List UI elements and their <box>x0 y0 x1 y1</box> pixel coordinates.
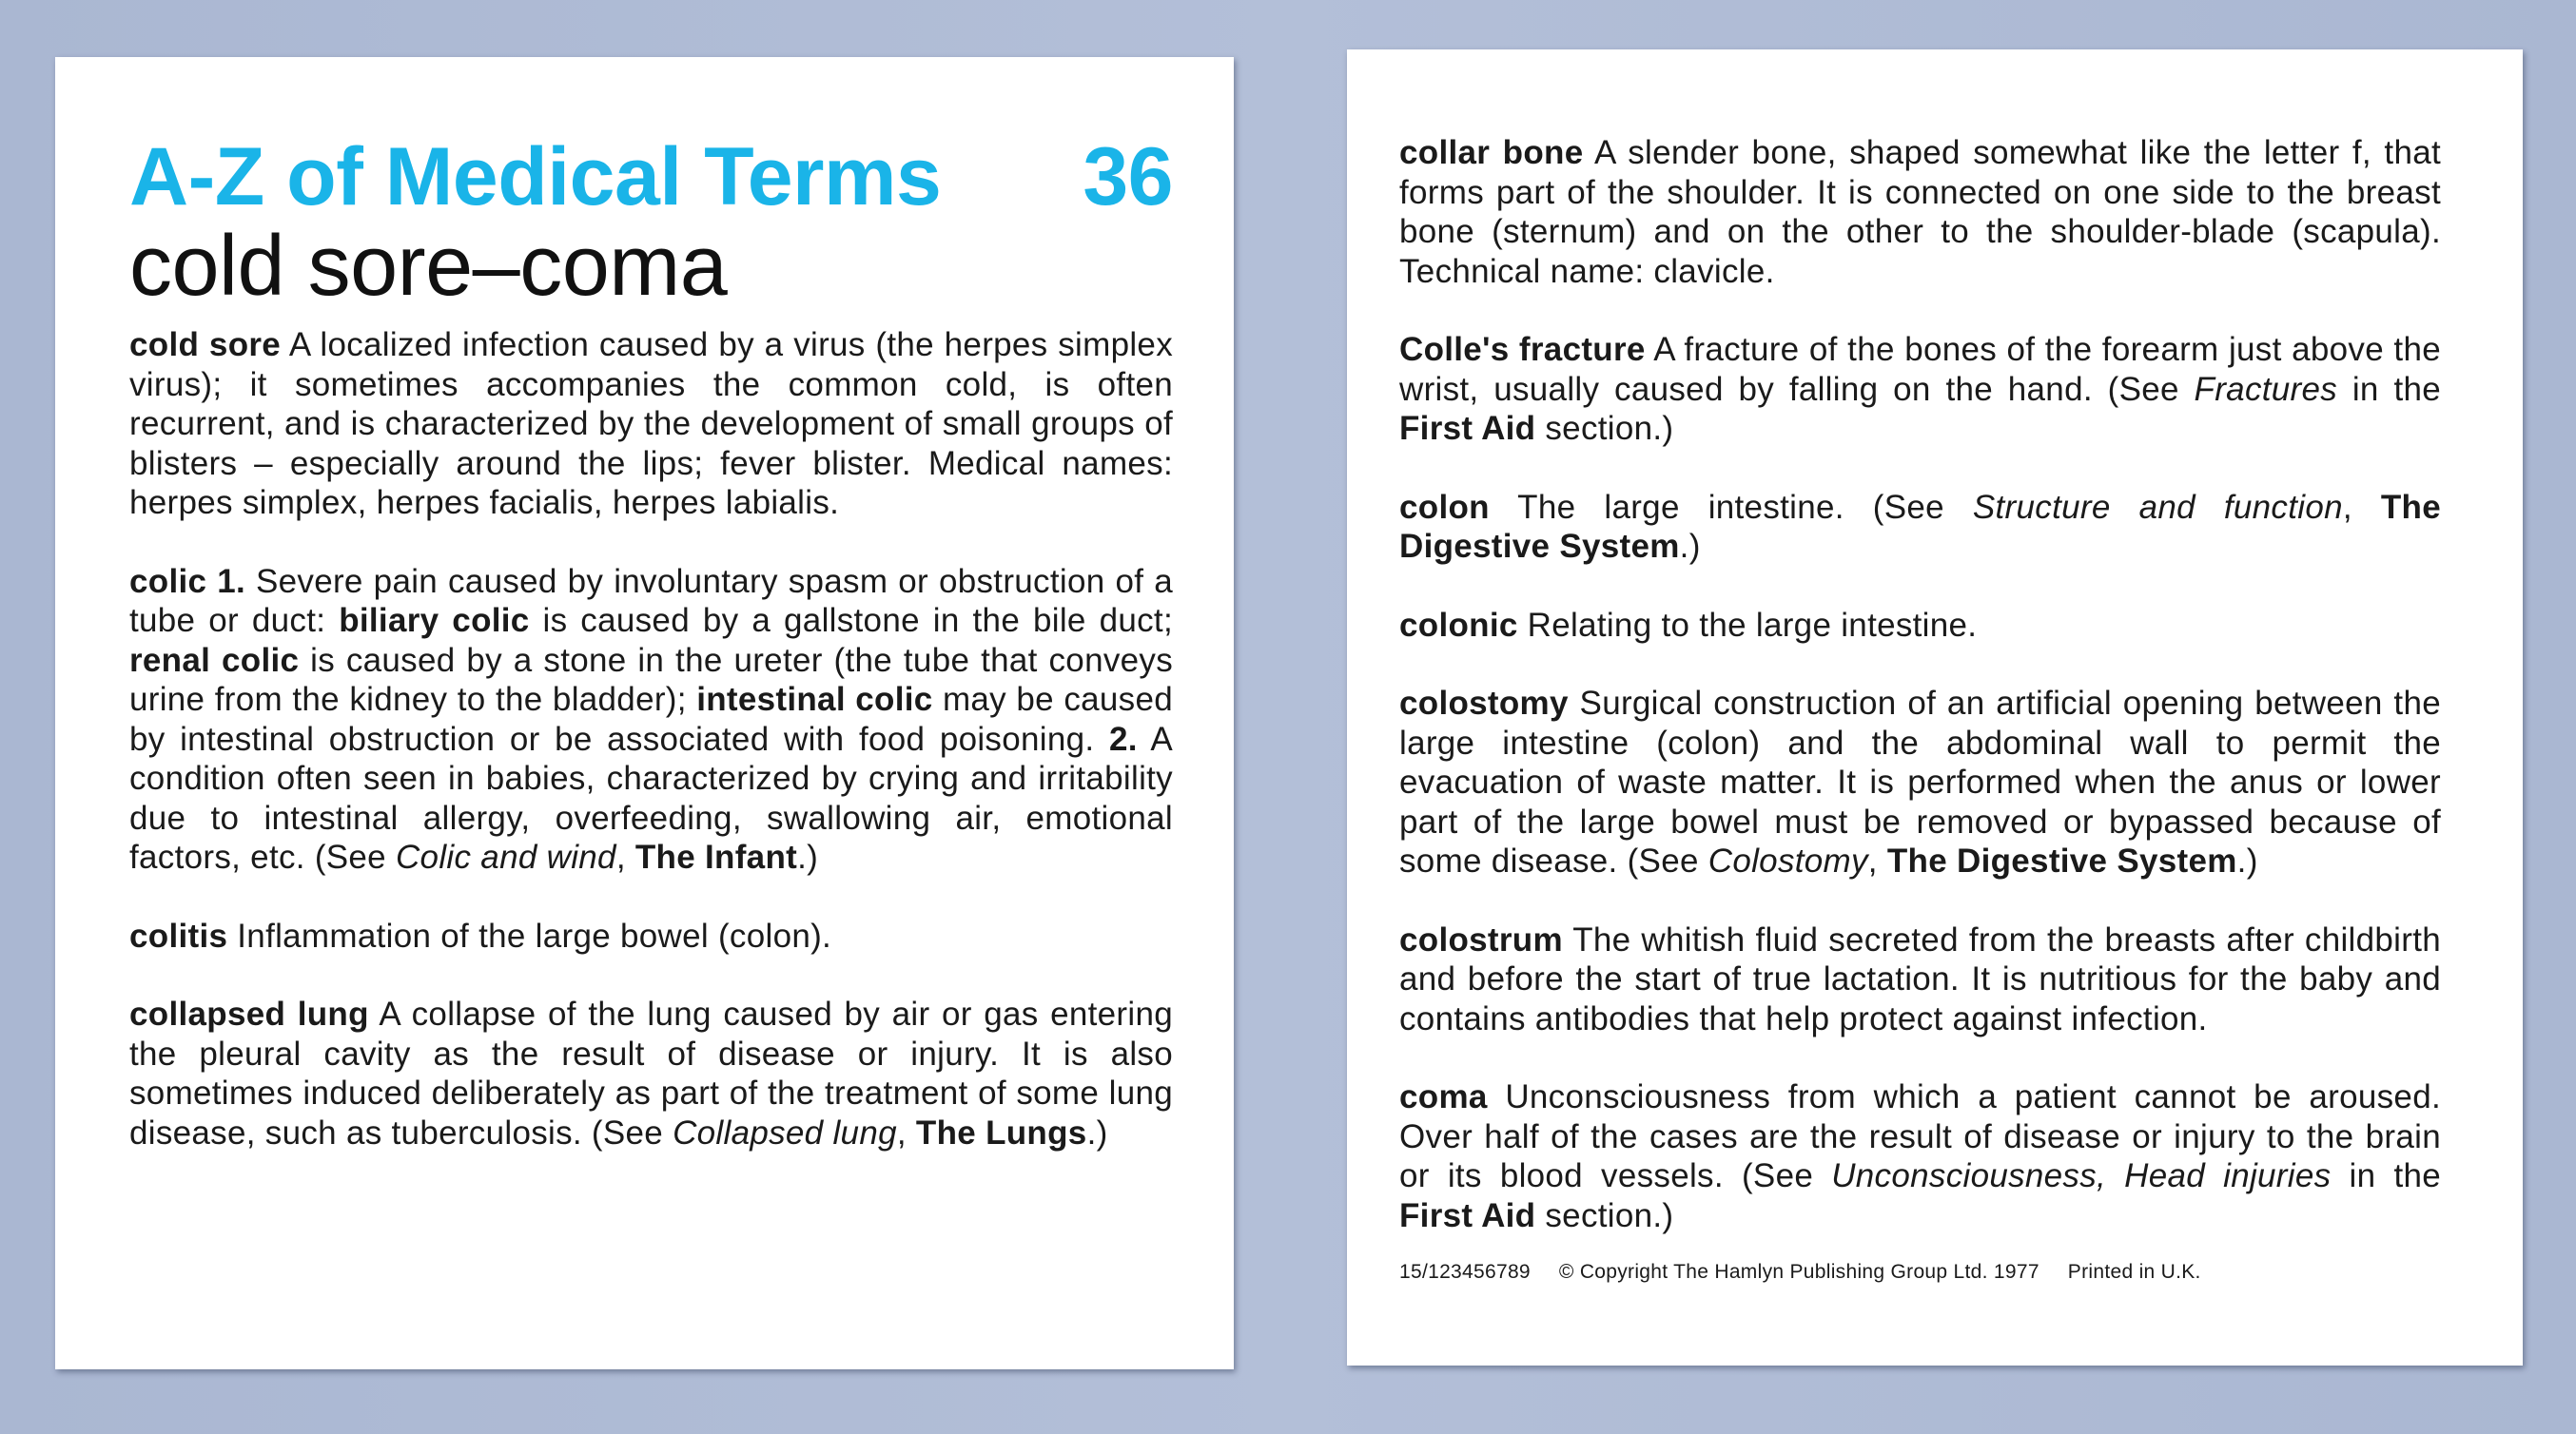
entry-text: is caused by a stone in the ureter (the tube that conveys urine from the kidney to the bladder); <box>129 641 1173 718</box>
entry-term: colitis <box>129 917 228 955</box>
entry-term: colon <box>1399 488 1490 526</box>
entry-colonic <box>1399 606 2441 646</box>
entry-text: section.) <box>1535 410 1674 447</box>
entry-text: , <box>2342 488 2381 526</box>
reference-italic: Collapsed lung <box>673 1114 897 1152</box>
entry-text: .) <box>1086 1114 1108 1152</box>
copyright-notice: © Copyright The Hamlyn Publishing Group Ltd. 1977 <box>1558 1261 2039 1283</box>
entry-text: may be caused by intestinal obstruction or be associated with food poisoning. <box>129 681 1174 758</box>
entry-coma <box>1399 1077 2441 1235</box>
card-code: 15/123456789 <box>1399 1261 1531 1283</box>
entry-colostrum <box>1399 920 2441 1039</box>
reference-bold: The Infant <box>634 839 798 876</box>
entry-text: A collapse of the lung caused by air or gas entering the pleural cavity as the result of disease or injury. It is also sometimes induced deliberately as part of the treatment of some lung disease, such as tuberculosis. (See <box>129 996 1173 1152</box>
entry-text: section.) <box>1535 1196 1674 1234</box>
reference-italic: Colostomy <box>1708 843 1868 880</box>
entry-text: Severe pain caused by involuntary spasm or obstruction of a tube or duct: <box>129 562 1173 639</box>
entry-term: colostrum <box>1399 920 1563 959</box>
entry-text: , <box>615 839 635 876</box>
entry-text: Inflammation of the large bowel (colon). <box>227 917 832 955</box>
printed-in: Printed in U.K. <box>2067 1261 2201 1283</box>
entry-text: , <box>896 1114 916 1152</box>
entry-text: in the <box>2337 370 2442 408</box>
subterm: intestinal colic <box>696 681 933 718</box>
entry-cold-sore <box>129 325 1173 523</box>
reference-italic: Unconsciousness, Head injuries <box>1831 1157 2332 1194</box>
entry-colles-fracture <box>1399 330 2441 449</box>
title-text: A-Z of Medical Terms <box>129 131 942 223</box>
reference-italic: Fractures <box>2194 370 2338 408</box>
entry-term: colostomy <box>1399 685 1569 722</box>
entry-text: .) <box>1679 528 1701 565</box>
entry-text: Surgical construction of an artificial opening between the large intestine (colon) and the abdominal wall to permit the evacuation of waste matter. It is performed when the anus or lower part of the large bowel must be removed or bypassed because of some disease. (See <box>1399 685 2441 880</box>
entry-term: colic <box>129 562 207 600</box>
entry-colitis <box>129 917 1173 957</box>
reference-bold: The Digestive System <box>1886 843 2237 880</box>
entry-text: A condition often seen in babies, characterized by crying and irritability due to intestinal allergy, overfeeding, swallowing air, emotional factors, etc. (See <box>129 720 1173 876</box>
entry-collar-bone <box>1399 133 2441 291</box>
entry-term: collar bone <box>1399 134 1584 171</box>
reference-bold: First Aid <box>1399 410 1536 447</box>
entry-text: A slender bone, shaped somewhat like the letter f, that forms part of the shoulder. It is connected on one side to the breast bone (sternum) and on the other to the shoulder-blade (scapula). Technical name: clavicle. <box>1399 134 2441 290</box>
entry-colic <box>129 562 1173 878</box>
entry-text: in the <box>2331 1157 2441 1194</box>
entry-term: colonic <box>1399 606 1518 644</box>
entry-text: Unconsciousness from which a patient cannot be aroused. Over half of the cases are the result of disease or injury to the brain or its blood vessels. (See <box>1399 1078 2441 1194</box>
reference-italic: Structure and function <box>1972 488 2343 526</box>
sense-number: 1. <box>206 562 246 600</box>
entry-text: , <box>1867 843 1887 880</box>
entry-text: A fracture of the bones of the forearm just above the wrist, usually caused by falling on the hand. (See <box>1399 331 2441 408</box>
entry-text: .) <box>797 839 819 876</box>
card-footer <box>1399 1261 2441 1284</box>
entry-term: coma <box>1399 1078 1488 1115</box>
sense-number: 2. <box>1108 720 1138 758</box>
entry-term: collapsed lung <box>129 996 369 1033</box>
entry-collapsed-lung <box>129 995 1173 1153</box>
entry-text: .) <box>2236 843 2258 880</box>
entry-text: The large intestine. (See <box>1489 488 1973 526</box>
card-number: 36 <box>1083 131 1173 223</box>
subterm: renal colic <box>129 641 300 679</box>
entry-term: cold sore <box>129 326 282 363</box>
entry-colostomy <box>1399 684 2441 882</box>
entry-colon <box>1399 488 2441 567</box>
entry-text: is caused by a gallstone in the bile duct; <box>529 602 1173 639</box>
reference-bold: The Lungs <box>915 1114 1087 1152</box>
entry-text: The whitish fluid secreted from the breasts after childbirth and before the start of true lactation. It is nutritious for the baby and contains antibodies that help protect against infection. <box>1399 920 2441 1037</box>
entry-text: Relating to the large intestine. <box>1517 606 1978 644</box>
reference-bold: The Digestive System <box>1399 488 2441 565</box>
card-back <box>1347 49 2523 1366</box>
entry-text: A localized infection caused by a virus (the herpes simplex virus); it sometimes accompanies the common cold, is often recurrent, and is characterized by the development of small groups of blisters – especially around the lips; fever blister. Medical names: herpes simplex, herpes facialis, herpes labialis. <box>129 326 1173 521</box>
subterm: biliary colic <box>339 602 530 639</box>
card-title <box>129 133 1173 221</box>
card-subtitle: cold sore–coma <box>129 219 728 314</box>
reference-bold: First Aid <box>1399 1196 1536 1234</box>
entry-term: Colle's fracture <box>1399 331 1646 368</box>
card-front <box>55 57 1234 1369</box>
reference-italic: Colic and wind <box>395 839 616 876</box>
